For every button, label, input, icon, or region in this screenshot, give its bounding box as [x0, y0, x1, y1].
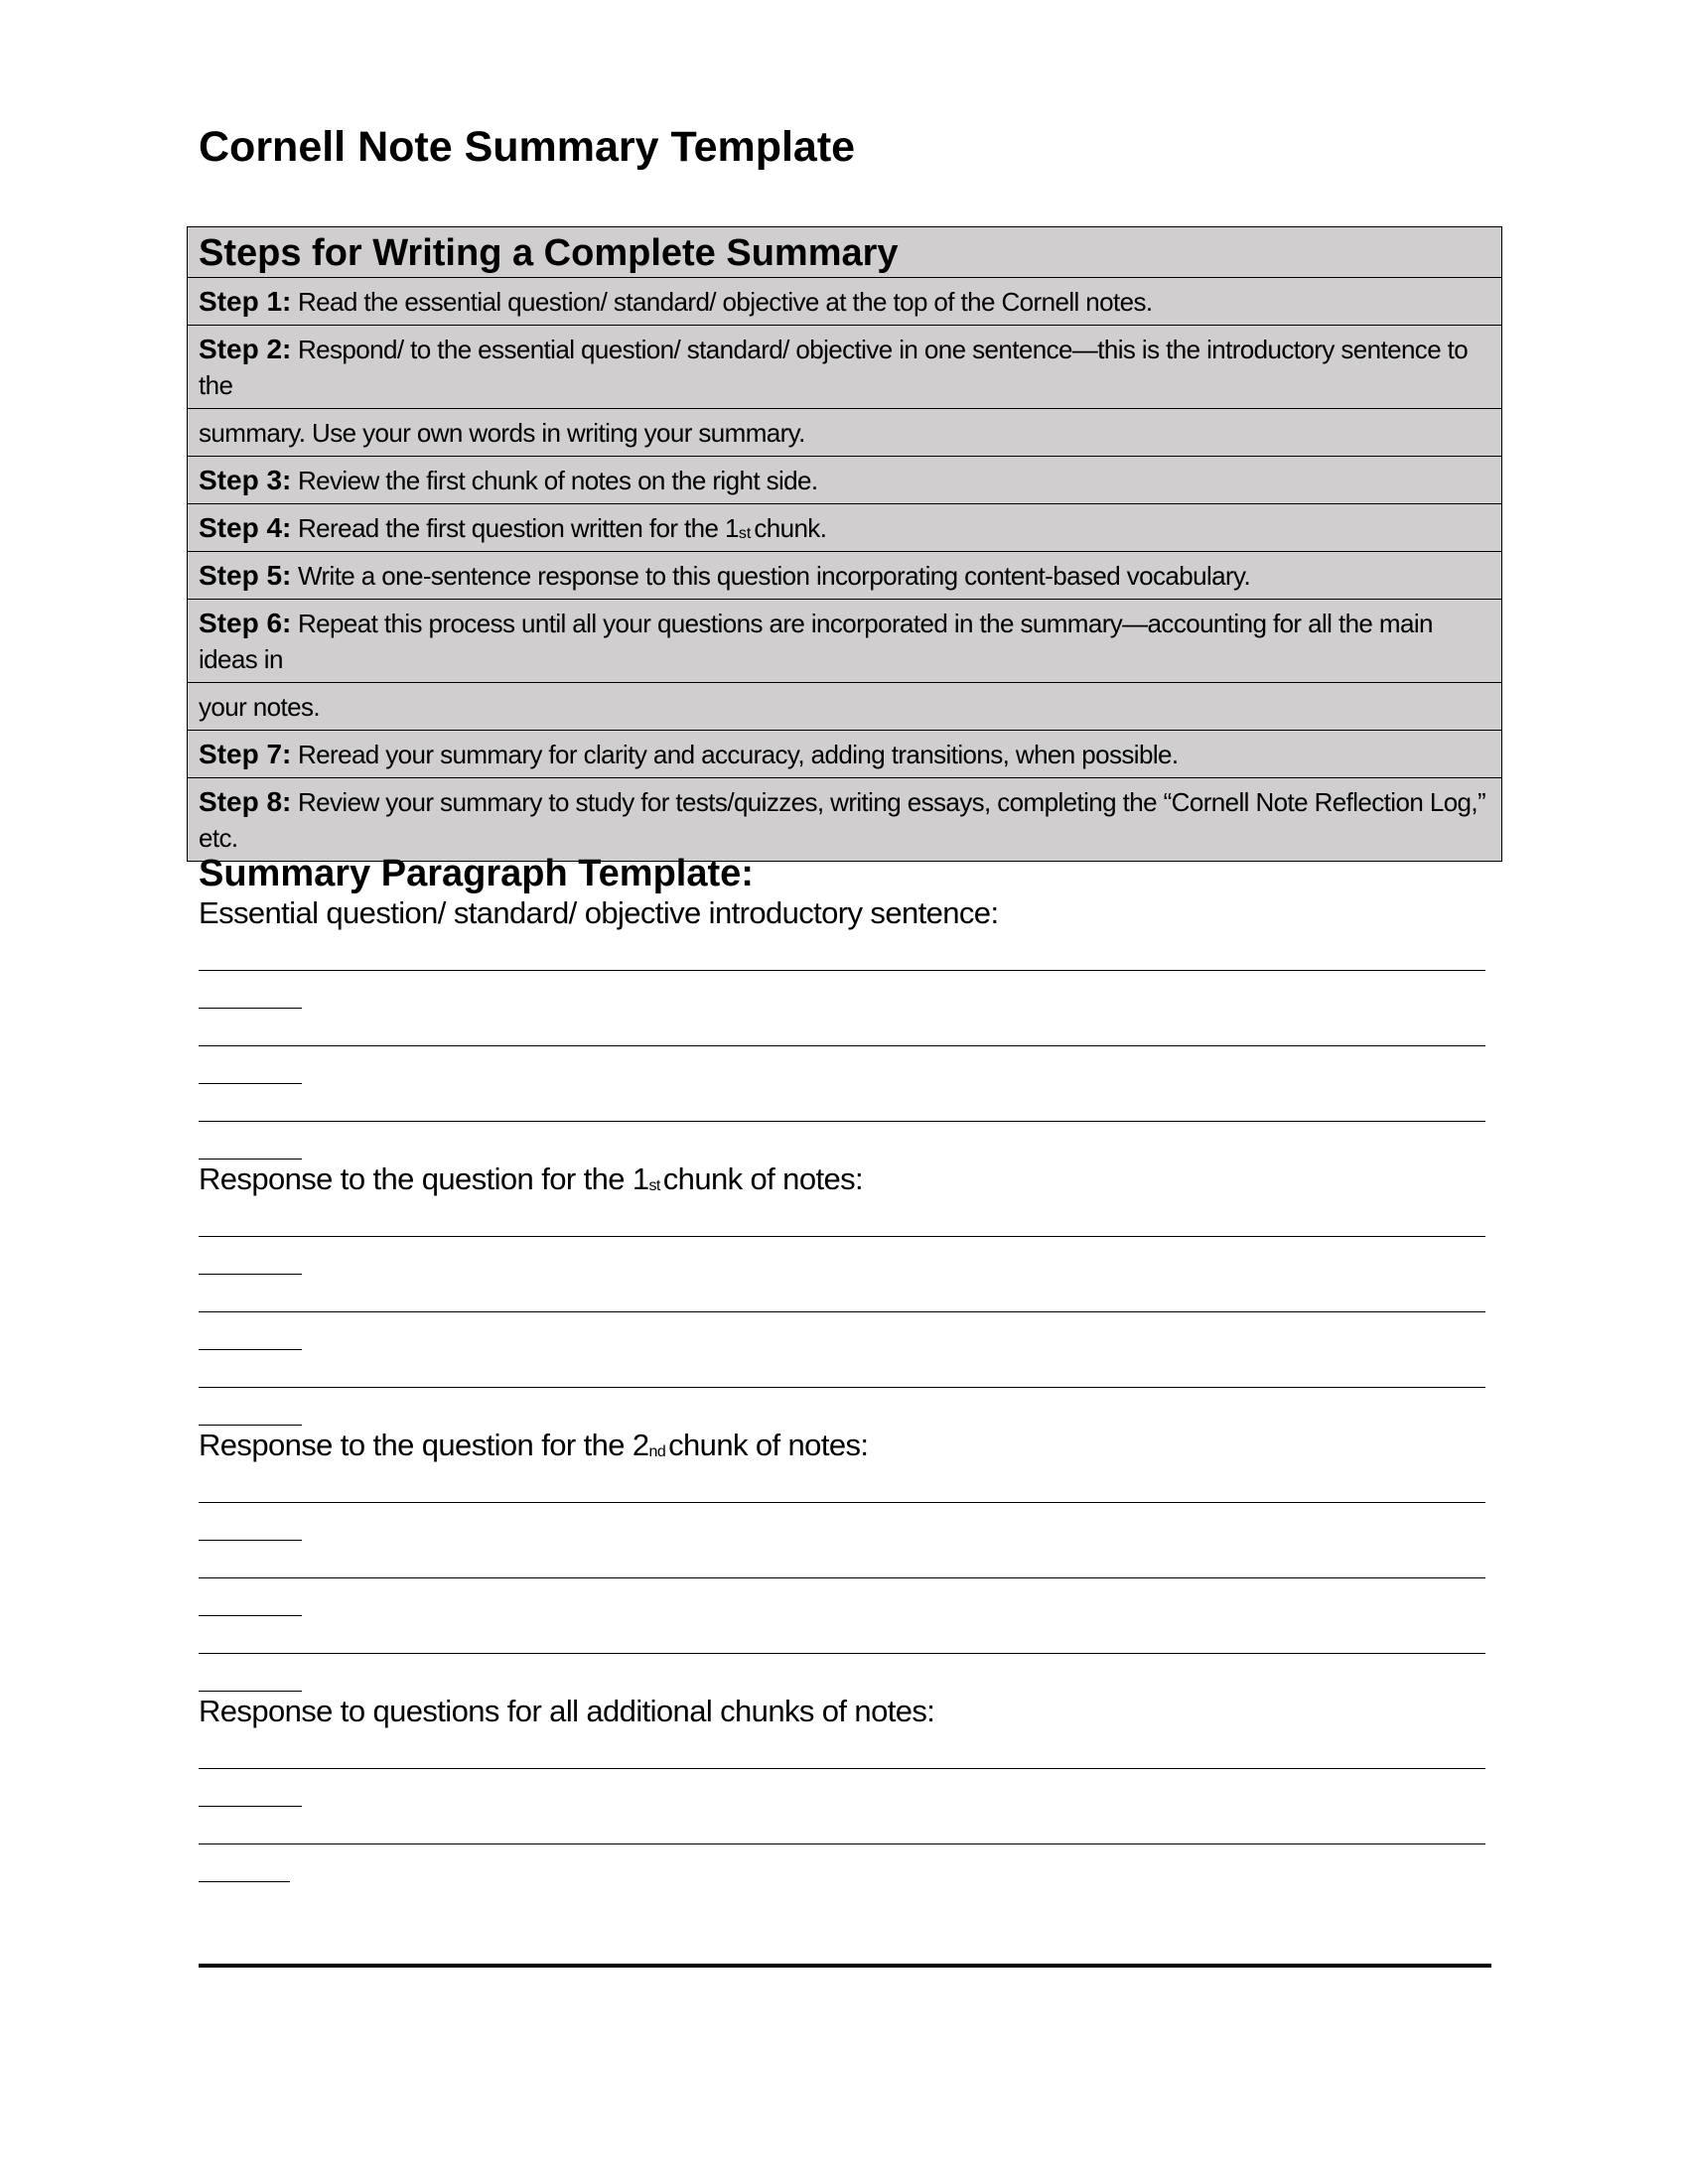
step-row: [188, 456, 1501, 503]
step-row: [188, 730, 1501, 777]
step-label: Step 3:: [199, 465, 292, 495]
step-label: Step 4:: [199, 512, 292, 543]
writing-line[interactable]: [199, 1121, 1485, 1122]
writing-line[interactable]: [199, 1843, 1485, 1844]
ordinal-suffix: st: [738, 525, 752, 542]
step-label: Step 2:: [199, 334, 292, 364]
second-chunk-section: [199, 1426, 1489, 1692]
step-label: Step 7:: [199, 739, 292, 769]
summary-template-heading: Summary Paragraph Template:: [199, 853, 754, 894]
writing-line-continuation[interactable]: [199, 1806, 302, 1807]
step-text: Write a one-sentence response to this question incorporating content-based vocabulary.: [291, 561, 1251, 591]
section-prompt: [199, 1160, 1489, 1199]
bottom-rule: [199, 1964, 1491, 1968]
step-row: [188, 325, 1501, 408]
writing-line-continuation[interactable]: [199, 1540, 302, 1541]
step-text: Review the first chunk of notes on the right side.: [291, 466, 818, 495]
writing-line-continuation[interactable]: [199, 1083, 302, 1084]
writing-line[interactable]: [199, 1768, 1485, 1769]
step-row: [188, 551, 1501, 599]
writing-line-continuation[interactable]: [199, 1008, 302, 1009]
writing-line[interactable]: [199, 1311, 1485, 1312]
step-text: chunk.: [754, 513, 827, 543]
writing-line[interactable]: [199, 1577, 1485, 1578]
prompt-text: Response to the question for the 2: [199, 1428, 649, 1462]
writing-line-continuation[interactable]: [199, 1615, 302, 1616]
prompt-text: chunk of notes:: [662, 1161, 864, 1196]
step-label: Step 5:: [199, 560, 292, 591]
step-text: Reread your summary for clarity and accuracy, adding transitions, when possible.: [291, 740, 1179, 769]
step-row-continuation: [188, 682, 1501, 730]
additional-chunks-section: [199, 1692, 1489, 1882]
step-text: Read the essential question/ standard/ objective at the top of the Cornell notes.: [291, 287, 1153, 317]
writing-line-continuation[interactable]: [199, 1349, 302, 1350]
step-text: your notes.: [199, 692, 321, 722]
writing-line-continuation[interactable]: [199, 1274, 302, 1275]
page-title: Cornell Note Summary Template: [199, 123, 856, 171]
step-text: Repeat this process until all your questions are incorporated in the summary—accounting for all the main ideas in: [199, 609, 1433, 674]
step-row: [188, 503, 1501, 551]
intro-sentence-section: [199, 893, 1489, 1160]
writing-line[interactable]: [199, 1502, 1485, 1503]
prompt-text: chunk of notes:: [668, 1428, 869, 1462]
step-text: Reread the first question written for the 1: [291, 513, 739, 543]
step-label: Step 6:: [199, 608, 292, 638]
step-label: Step 1:: [199, 286, 292, 317]
step-label: Step 8:: [199, 786, 292, 817]
step-text: Review your summary to study for tests/quizzes, writing essays, completing the “Cornell Note Reflection Log,” etc.: [199, 787, 1486, 853]
step-row: [188, 277, 1501, 325]
first-chunk-section: [199, 1160, 1489, 1426]
writing-line[interactable]: [199, 1387, 1485, 1388]
step-text: Respond/ to the essential question/ standard/ objective in one sentence—this is the introductory sentence to the: [199, 335, 1469, 400]
section-prompt: Response to questions for all additional chunks of notes:: [199, 1694, 935, 1728]
section-prompt: Essential question/ standard/ objective introductory sentence:: [199, 895, 999, 930]
step-text: summary. Use your own words in writing your summary.: [199, 418, 805, 448]
writing-line[interactable]: [199, 1045, 1485, 1046]
step-row-continuation: [188, 408, 1501, 456]
steps-table: [187, 226, 1502, 862]
steps-table-heading: Steps for Writing a Complete Summary: [199, 232, 899, 274]
writing-line[interactable]: [199, 1236, 1485, 1237]
writing-line[interactable]: [199, 970, 1485, 971]
writing-line[interactable]: [199, 1653, 1485, 1654]
step-row: [188, 599, 1501, 682]
writing-line-continuation[interactable]: [199, 1881, 290, 1882]
step-row: [188, 777, 1501, 861]
section-prompt: [199, 1426, 1489, 1465]
ordinal-suffix: nd: [648, 1443, 666, 1460]
ordinal-suffix: st: [648, 1177, 660, 1194]
prompt-text: Response to the question for the 1: [199, 1161, 649, 1196]
